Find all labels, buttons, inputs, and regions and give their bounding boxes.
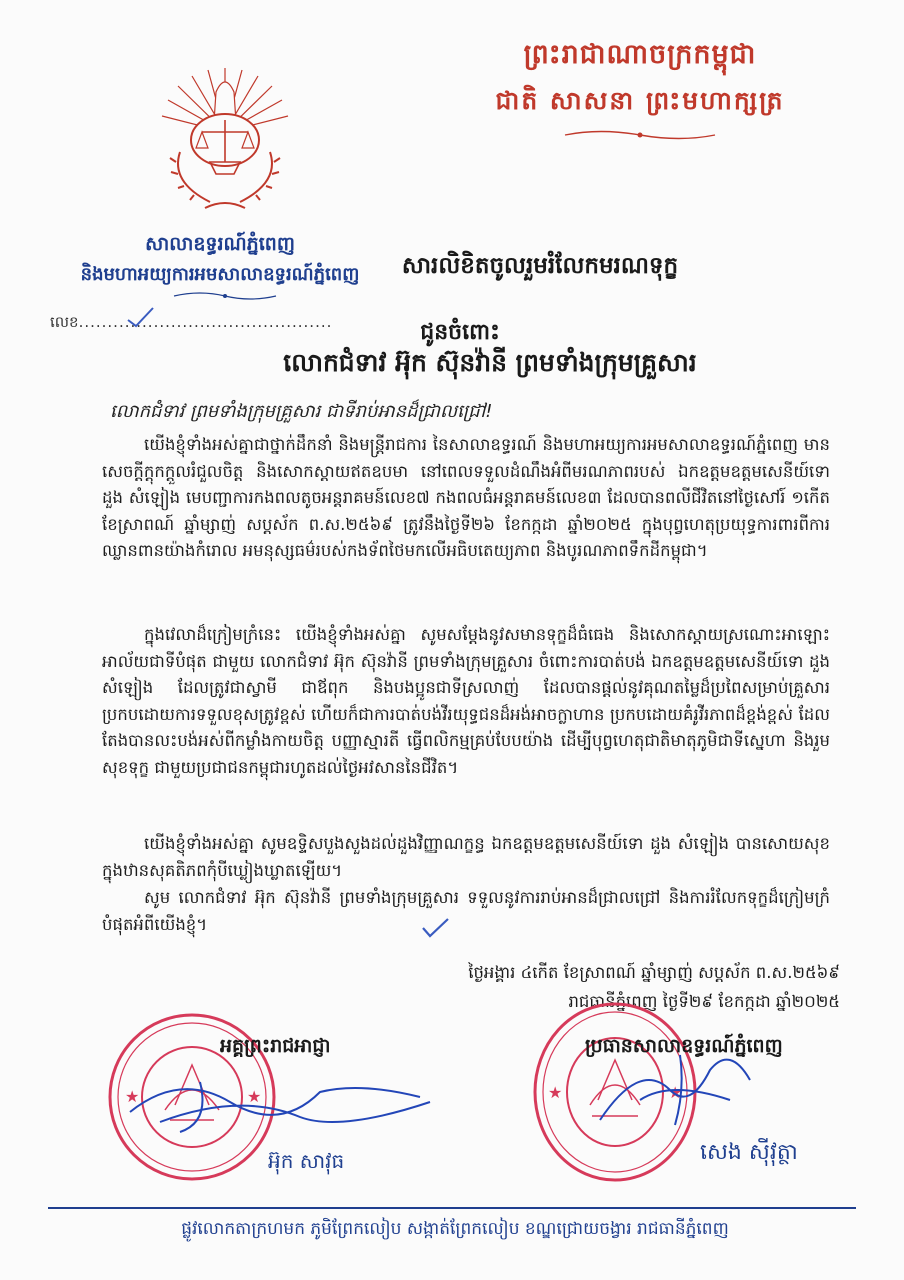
recipient-name: លោកជំទាវ អ៊ុក ស៊ុនវ៉ានី ព្រមទាំងក្រុមគ្រួសារ bbox=[283, 348, 697, 377]
reference-number bbox=[50, 313, 332, 335]
right-signatory-name: សេង ស៊ីវុត្ថា bbox=[700, 1140, 798, 1165]
paragraph-1: យើងខ្ញុំទាំងអស់គ្នាជាថ្នាក់ដឹកនាំ និងមន្ត្រីរាជការ នៃសាលាឧទ្ធរណ៍ និងមហាអយ្យការអមសាលាឧទ្ធរណ៍ភ្នំពេញ មានសេចក្តីក្តុកក្តួលរំជួលចិត្ត និងសោកស្តាយឥតឧបមា នៅពេលទទួលដំណឹងអំពីមរណភាពរបស់ ឯកឧត្តមឧត្តមសេនីយ៍ទោ ដួង សំឡៀង មេបញ្ជាការកងពលតូចអន្តរាគមន៍លេខ៧ កងពលធំអន្តរាគមន៍លេខ៣ ដែលបានពលីជីវិតនៅថ្ងៃសៅរ៍ ១កើត ខែស្រាពណ៍ ឆ្នាំម្សាញ់ សប្តស័ក ព.ស.២៥៦៩ ត្រូវនឹងថ្ងៃទី២៦ ខែកក្កដា ឆ្នាំ២០២៥ ក្នុងបុព្វហេតុប្រយុទ្ធការពារពីការឈ្លានពានយ៉ាងកំរោល អមនុស្សធម៌របស់កងទ័ពថៃមកលើអធិបតេយ្យភាព និងបូរណភាពទឹកដីកម្ពុជា។ bbox=[102, 435, 830, 560]
left-signatory-title: អគ្គព្រះរាជអាជ្ញា bbox=[220, 1035, 331, 1057]
svg-text:★: ★ bbox=[548, 1083, 563, 1102]
reference-dots: ............................................ bbox=[78, 313, 333, 331]
svg-text:★: ★ bbox=[247, 1087, 262, 1106]
court-emblem-icon bbox=[150, 62, 300, 227]
paragraph-2: ក្នុងវេលាដ៏ក្រៀមក្រំនេះ យើងខ្ញុំទាំងអស់គ្នា សូមសម្តែងនូវសមានទុក្ខដ៏ធំធេង និងសោកស្តាយស្រណោះអាឡោះអាល័យជាទីបំផុត ជាមួយ លោកជំទាវ អ៊ុក ស៊ុនវ៉ានី ព្រមទាំងក្រុមគ្រួសារ ចំពោះការបាត់បង់ ឯកឧត្តមឧត្តមសេនីយ៍ទោ ដួង សំឡៀង ដែលត្រូវជាស្វាមី ជាឪពុក និងបងប្អូនជាទីស្រលាញ់ ដែលបានផ្តល់នូវគុណតម្លៃដ៏ប្រពៃសម្រាប់គ្រួសារ ប្រកបដោយការទទួលខុសត្រូវខ្ពស់ ហើយក៏ជាការបាត់បង់វីរយុទ្ធជនដ៏អង់អាចក្លាហាន ប្រកបដោយគំរូវីរភាពដ៏ខ្ពង់ខ្ពស់ ដែលតែងបានលះបង់អស់ពីកម្លាំងកាយចិត្ត បញ្ញាស្មារតី ធ្វើពលិកម្មគ្រប់បែបយ៉ាង ដើម្បីបុព្វហេតុជាតិមាតុភូមិជាទីស្នេហា និងរួមសុខទុក្ខ ជាមួយប្រជាជនកម្ពុជារហូតដល់ថ្ងៃអវសាននៃជីវិត។ bbox=[102, 625, 830, 777]
kingdom-title: ព្រះរាជាណាចក្រកម្ពុជា bbox=[523, 39, 757, 70]
issuing-court: សាលាឧទ្ធរណ៍ភ្នំពេញ bbox=[145, 233, 295, 255]
signature-left bbox=[120, 1062, 440, 1144]
salutation: លោកជំទាវ ព្រមទាំងក្រុមគ្រួសារ ជាទីរាប់អានដ៏ជ្រាលជ្រៅ! bbox=[110, 401, 493, 422]
footer-divider bbox=[48, 1207, 856, 1209]
right-signatory-title: ប្រធានសាលាឧទ្ធរណ៍ភ្នំពេញ bbox=[585, 1035, 783, 1057]
footer-address: ផ្លូវលោកតាក្រហមក ភូមិព្រែកលៀប សង្កាត់ព្រែកលៀប ខណ្ឌជ្រោយចង្វារ រាជធានីភ្នំពេញ bbox=[181, 1219, 729, 1239]
checkmark-icon bbox=[125, 306, 155, 328]
issuing-prosecution: និងមហាអយ្យការអមសាលាឧទ្ធរណ៍ភ្នំពេញ bbox=[80, 264, 360, 285]
national-motto: ជាតិ សាសនា ព្រះមហាក្សត្រ bbox=[495, 86, 785, 115]
document-title: សារលិខិតចូលរួមរំលែកមរណទុក្ខ bbox=[401, 253, 679, 279]
to-label: ជូនចំពោះ bbox=[420, 320, 500, 345]
lunar-date: ថ្ងៃអង្គារ ៤កើត ខែស្រាពណ៍ ឆ្នាំម្សាញ់ សប្តស័ក ព.ស.២៥៦៩ bbox=[468, 963, 840, 982]
signature-right bbox=[580, 1040, 780, 1135]
checkmark-icon bbox=[420, 916, 450, 938]
ornament-divider-icon bbox=[560, 128, 720, 142]
svg-text:★: ★ bbox=[125, 1087, 140, 1106]
svg-text:★: ★ bbox=[668, 1083, 683, 1102]
paragraph-3: យើងខ្ញុំទាំងអស់គ្នា សូមឧទ្ទិសបួងសួងដល់ដួងវិញ្ញាណក្ខន្ធ ឯកឧត្តមឧត្តមសេនីយ៍ទោ ដួង សំឡៀង បានសោយសុខក្នុងឋានសុគតិភពកុំបីឃ្លៀងឃ្លាតឡើយ។ bbox=[102, 834, 830, 880]
place-and-date: រាជធានីភ្នំពេញ ថ្ងៃទី២៩ ខែកក្កដា ឆ្នាំ២០២៥ bbox=[568, 992, 840, 1011]
ornament-divider-icon bbox=[170, 290, 280, 302]
reference-label: លេខ bbox=[50, 313, 79, 331]
paragraph-4: សូម លោកជំទាវ អ៊ុក ស៊ុនវ៉ានី ព្រមទាំងក្រុមគ្រួសារ ទទួលនូវការរាប់អានដ៏ជ្រាលជ្រៅ និងការរំលែកទុក្ខដ៏ក្រៀមក្រំបំផុតអំពីយើងខ្ញុំ។ bbox=[102, 888, 830, 934]
left-signatory-name: អ៊ុក សាវុធ bbox=[268, 1149, 345, 1173]
